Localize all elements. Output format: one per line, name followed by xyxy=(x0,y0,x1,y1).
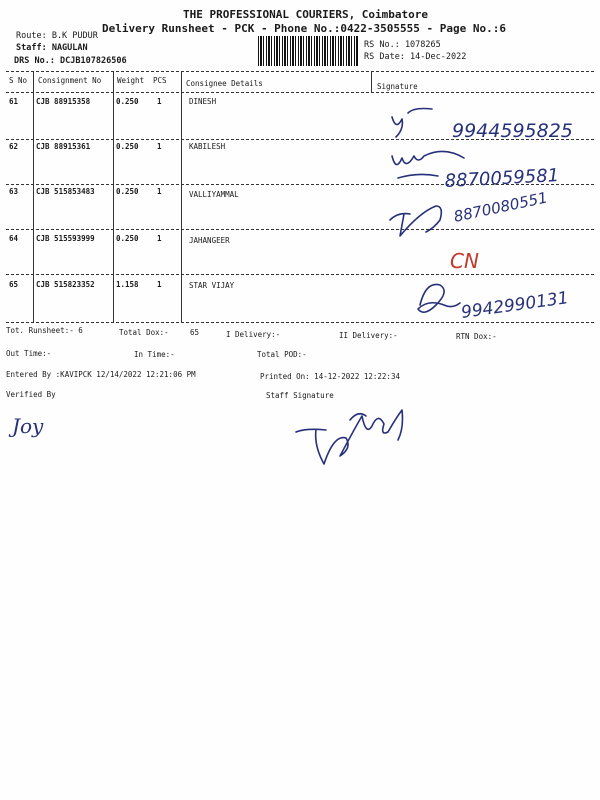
signature-scribble xyxy=(392,151,464,164)
staff-signature-scribble xyxy=(296,410,403,464)
row-consignment: CJB 515853483 xyxy=(36,187,95,196)
row-sno: 63 xyxy=(9,187,19,196)
rs-number: RS No.: 1078265 xyxy=(364,40,441,50)
col-header-pcs: PCS xyxy=(153,76,167,85)
col-header-consignee: Consignee Details xyxy=(186,79,263,88)
row-weight: 0.250 xyxy=(116,234,139,243)
verified-by-label: Verified By xyxy=(6,390,56,399)
verified-signature: Joy xyxy=(12,414,44,438)
signature-scribble xyxy=(398,174,438,178)
row-consignee: STAR VIJAY xyxy=(189,281,235,290)
total-dox-label: Total Dox:- xyxy=(119,328,169,337)
row-weight: 0.250 xyxy=(116,142,139,151)
printed-on: Printed On: 14-12-2022 12:22:34 xyxy=(260,372,400,381)
row-sno: 65 xyxy=(9,280,19,289)
row-pcs: 1 xyxy=(157,234,162,243)
row-weight: 0.250 xyxy=(116,187,139,196)
rs-date: RS Date: 14-Dec-2022 xyxy=(364,52,467,62)
i-delivery: I Delivery:- xyxy=(226,330,281,339)
rtn-dox: RTN Dox:- xyxy=(456,332,497,341)
signature-scribble xyxy=(418,284,460,312)
row-pcs: 1 xyxy=(157,142,162,151)
row-sno: 62 xyxy=(9,142,19,151)
tot-runsheet: Tot. Runsheet:- 6 xyxy=(6,326,83,335)
row-pcs: 1 xyxy=(157,280,162,289)
row-consignment: CJB 515593999 xyxy=(36,234,95,243)
row-pcs: 1 xyxy=(157,187,162,196)
signature-phone: 8870059581 xyxy=(444,165,560,192)
total-pod: Total POD:- xyxy=(257,350,307,359)
row-consignment: CJB 88915358 xyxy=(36,97,91,106)
row-consignee: KABILESH xyxy=(189,142,226,151)
row-consignee: JAHANGEER xyxy=(189,236,230,245)
signature-phone: 8870080551 xyxy=(452,188,550,226)
row-consignee: VALLIYAMMAL xyxy=(189,190,239,199)
company-name: THE PROFESSIONAL COURIERS, Coimbatore xyxy=(183,8,429,21)
staff-label: Staff: NAGULAN xyxy=(16,43,88,53)
col-header-signature: Signature xyxy=(377,82,418,91)
row-weight: 1.158 xyxy=(116,280,139,289)
signature-initials: CN xyxy=(450,249,479,273)
staff-signature-label: Staff Signature xyxy=(266,391,334,400)
signature-phone: 9944595825 xyxy=(452,120,573,142)
drs-number: DRS No.: DCJB107826506 xyxy=(14,56,127,66)
row-consignment: CJB 88915361 xyxy=(36,142,91,151)
entered-by: Entered By :KAVIPCK 12/14/2022 12:21:06 PM xyxy=(6,370,196,379)
row-consignment: CJB 515823352 xyxy=(36,280,95,289)
col-header-sno: S No xyxy=(9,76,28,85)
in-time: In Time:- xyxy=(134,350,175,359)
signature-scribble xyxy=(408,109,432,114)
row-weight: 0.250 xyxy=(116,97,139,106)
signature-scribble xyxy=(390,206,441,236)
col-header-consignment: Consignment No xyxy=(38,76,102,85)
signature-phone: 9942990131 xyxy=(459,288,570,323)
row-sno: 64 xyxy=(9,234,19,243)
out-time: Out Time:- xyxy=(6,349,52,358)
total-dox-value: 65 xyxy=(190,328,200,337)
runsheet-title: Delivery Runsheet - PCK - Phone No.:0422-3505555 - Page No.:6 xyxy=(102,22,506,35)
row-consignee: DINESH xyxy=(189,97,217,106)
row-sno: 61 xyxy=(9,97,19,106)
row-pcs: 1 xyxy=(157,97,162,106)
ii-delivery: II Delivery:- xyxy=(339,331,398,340)
signature-scribble xyxy=(392,117,402,137)
col-header-weight: Weight xyxy=(117,76,145,85)
route-label: Route: B.K PUDUR xyxy=(16,31,98,41)
staff-signature-scribble xyxy=(350,414,366,420)
